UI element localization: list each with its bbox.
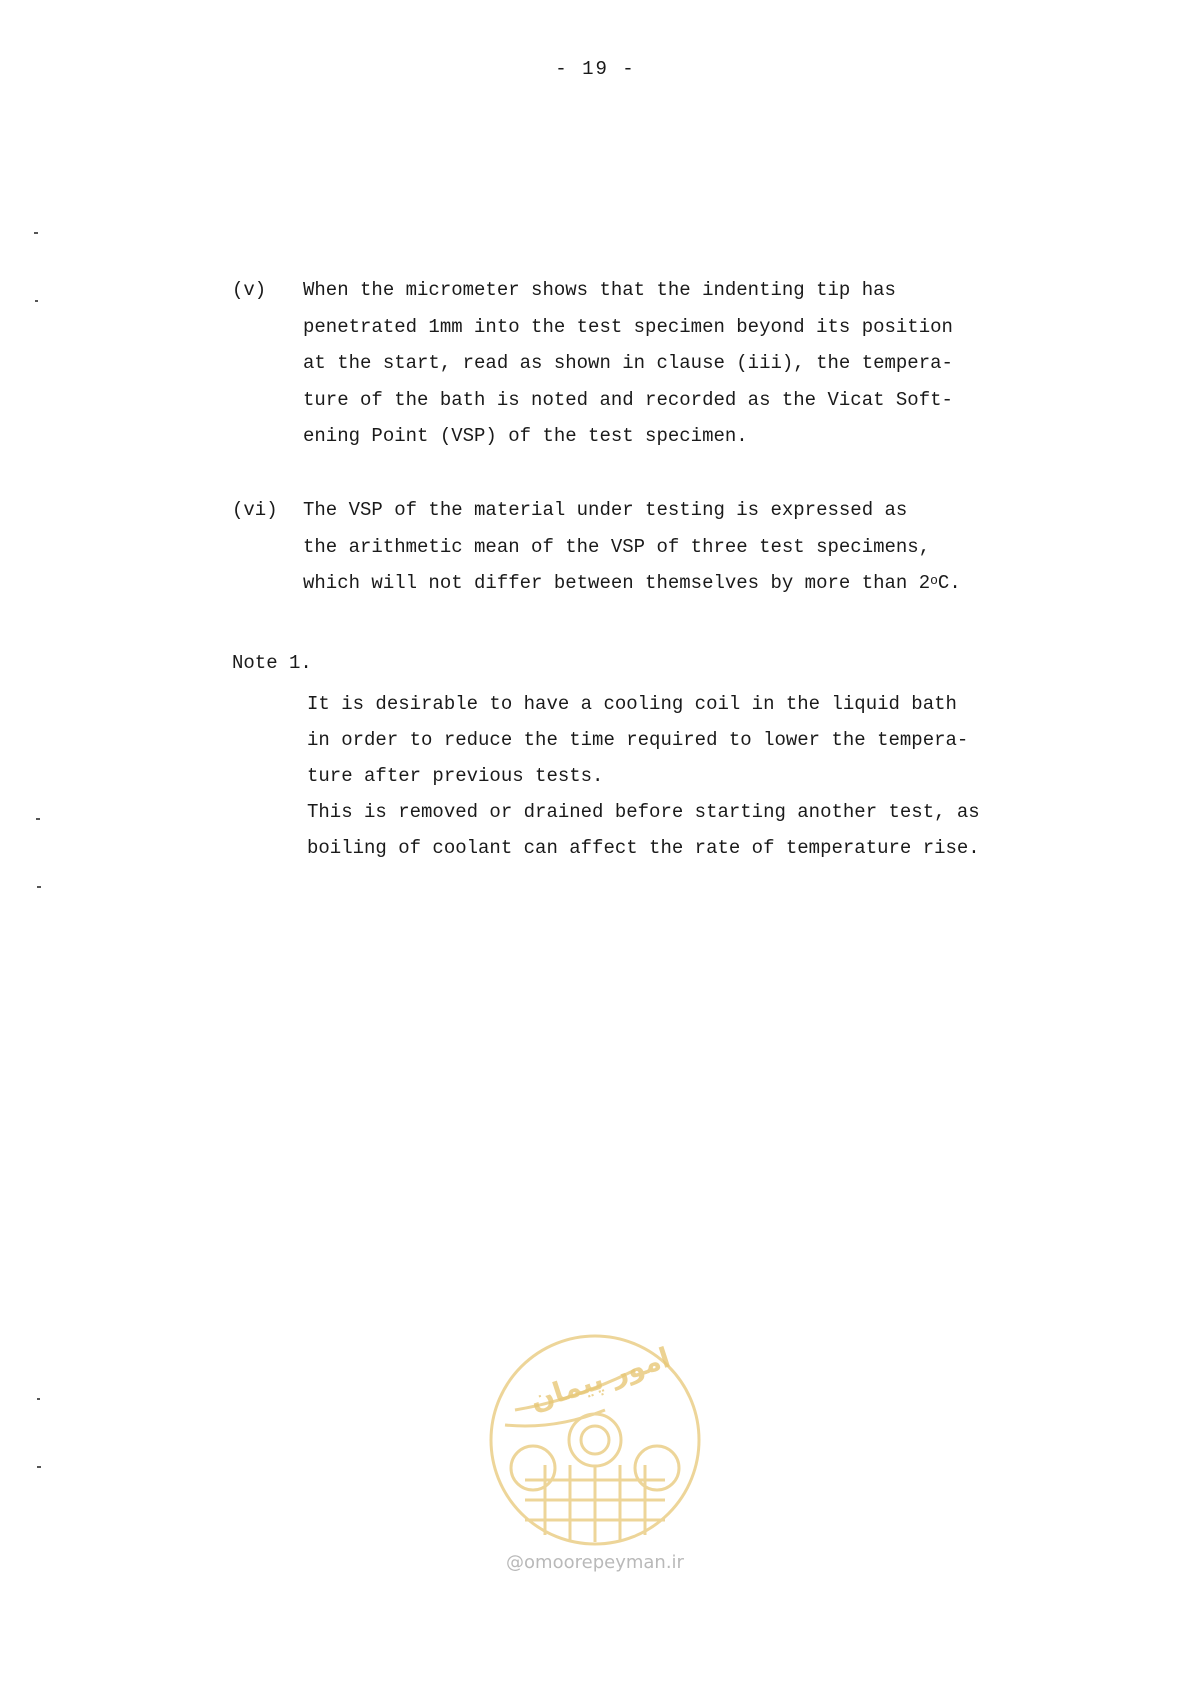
clause-line: The VSP of the material under testing is expressed as [303,499,908,521]
clause-line: When the micrometer shows that the indenting tip has [303,279,896,301]
unit-celsius: C. [937,572,961,595]
clause-line: penetrated 1mm into the test specimen beyond its position [303,315,953,338]
clause-body [303,272,953,455]
watermark-site: @omoorepeyman.ir [506,1552,684,1573]
clause-line: ture of the bath is noted and recorded as the Vicat Soft- [303,388,953,411]
note-line: ture after previous tests. [307,765,604,787]
note-line: boiling of coolant can affect the rate of temperature rise. [307,837,980,859]
degree-symbol: o [930,573,938,589]
page-number: - 19 - [555,58,636,80]
clause-body [303,492,961,604]
clause-line: at the start, read as shown in clause (iii), the tempera- [303,352,953,375]
scan-mark [35,300,38,302]
scan-mark [37,1466,41,1468]
clause-number: (v) [232,279,267,301]
clause-line [303,565,961,604]
watermark-logo [485,1330,705,1550]
note-body [307,686,980,866]
note-line: This is removed or drained before starting another test, as [307,801,980,823]
clause-line: the arithmetic mean of the VSP of three test specimens, [303,535,931,558]
note-title: Note 1. [232,652,312,674]
scan-mark [36,818,40,820]
watermark-logo-script: امور پیمان [525,1340,675,1418]
clause-line: ening Point (VSP) of the test specimen. [303,425,748,448]
scan-mark [37,1398,40,1400]
clause-number: (vi) [232,499,278,521]
clause-line-text: which will not differ between themselves by more than 2 [303,572,931,595]
scan-mark [37,886,41,888]
scan-mark [34,232,38,234]
note-line: It is desirable to have a cooling coil in the liquid bath [307,693,957,715]
note-line: in order to reduce the time required to lower the tempera- [307,729,969,751]
